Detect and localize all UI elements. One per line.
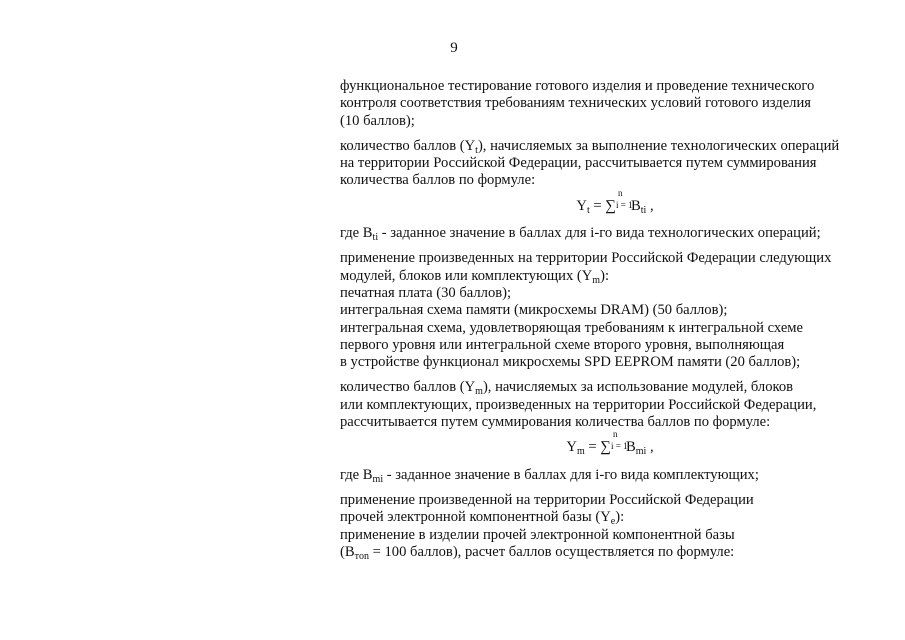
paragraph-final-testing [340,78,880,130]
text-line: применение в изделии прочей электронной компонентной базы [340,526,735,543]
formula-ym: $Y_m$ = ∑ n i = 1 $B_{mi}$ , [566,429,654,458]
paragraph-bmi-definition [340,467,880,484]
text-line: применение произведенной на территории Российской Федерации [340,491,754,508]
text-line: в устройстве функционал микросхемы SPD EEPROM памяти (20 баллов); [340,354,801,371]
text-line: модулей, блоков или комплектующих $(Y_m)$: [340,267,609,286]
text-line: где $B_{ti}$ - заданное значение в баллах для i-го вида технологических операций; [340,225,821,244]
paragraph-bti-definition [340,225,880,242]
sum-symbol: ∑ [605,197,616,214]
paragraph-modules-list [340,250,880,371]
text-line: первого уровня или интегральной схеме второго уровня, выполняющая [340,336,785,353]
text-line: рассчитывается путем суммирования количества баллов по формуле: [340,414,771,431]
page-number: 9 [450,40,458,56]
text-line: печатная плата (30 баллов); [340,284,512,301]
text-line: (10 баллов); [340,112,415,129]
sum-limits: n i = 1 [615,187,633,210]
text-line: ($B_{тon} = 100$ баллов), расчет баллов осуществляется по формуле: [340,543,735,562]
text-line: функциональное тестирование готового изделия и проведение технического [340,78,815,94]
document-body [340,78,880,569]
text-line: или комплектующих, произведенных на территории Российской Федерации, [340,396,817,413]
text-line: где $B_{mi}$ - заданное значение в баллах для i-го вида комплектующих; [340,466,759,485]
paragraph-modules-points [340,379,880,431]
formula-yt: $Y_t$ = ∑ n i = 1 $B_{ti}$ , [576,187,654,216]
text-line: применение произведенных на территории Российской Федерации следующих [340,250,832,267]
text-line: количество баллов $(Y_t)$, начисляемых за выполнение технологических операций [340,137,840,156]
text-line: количество баллов $(Y_m)$, начисляемых за использование модулей, блоков [340,379,794,398]
paragraph-electronic-components [340,492,880,561]
text-line: интегральная схема памяти (микросхемы DRAM) (50 баллов); [340,302,728,319]
text-line: контроля соответствия требованиям технических условий готового изделия [340,95,811,112]
text-line: на территории Российской Федерации, рассчитывается путем суммирования [340,155,817,172]
text-line: прочей электронной компонентной базы $(Y_e)$: [340,509,625,528]
paragraph-tech-operations-points [340,138,880,190]
text-line: интегральная схема, удовлетворяющая требованиям к интегральной схеме [340,319,804,336]
text-line: количества баллов по формуле: [340,172,536,189]
sum-symbol: ∑ [600,439,611,456]
sum-limits: n i = 1 [610,429,628,452]
